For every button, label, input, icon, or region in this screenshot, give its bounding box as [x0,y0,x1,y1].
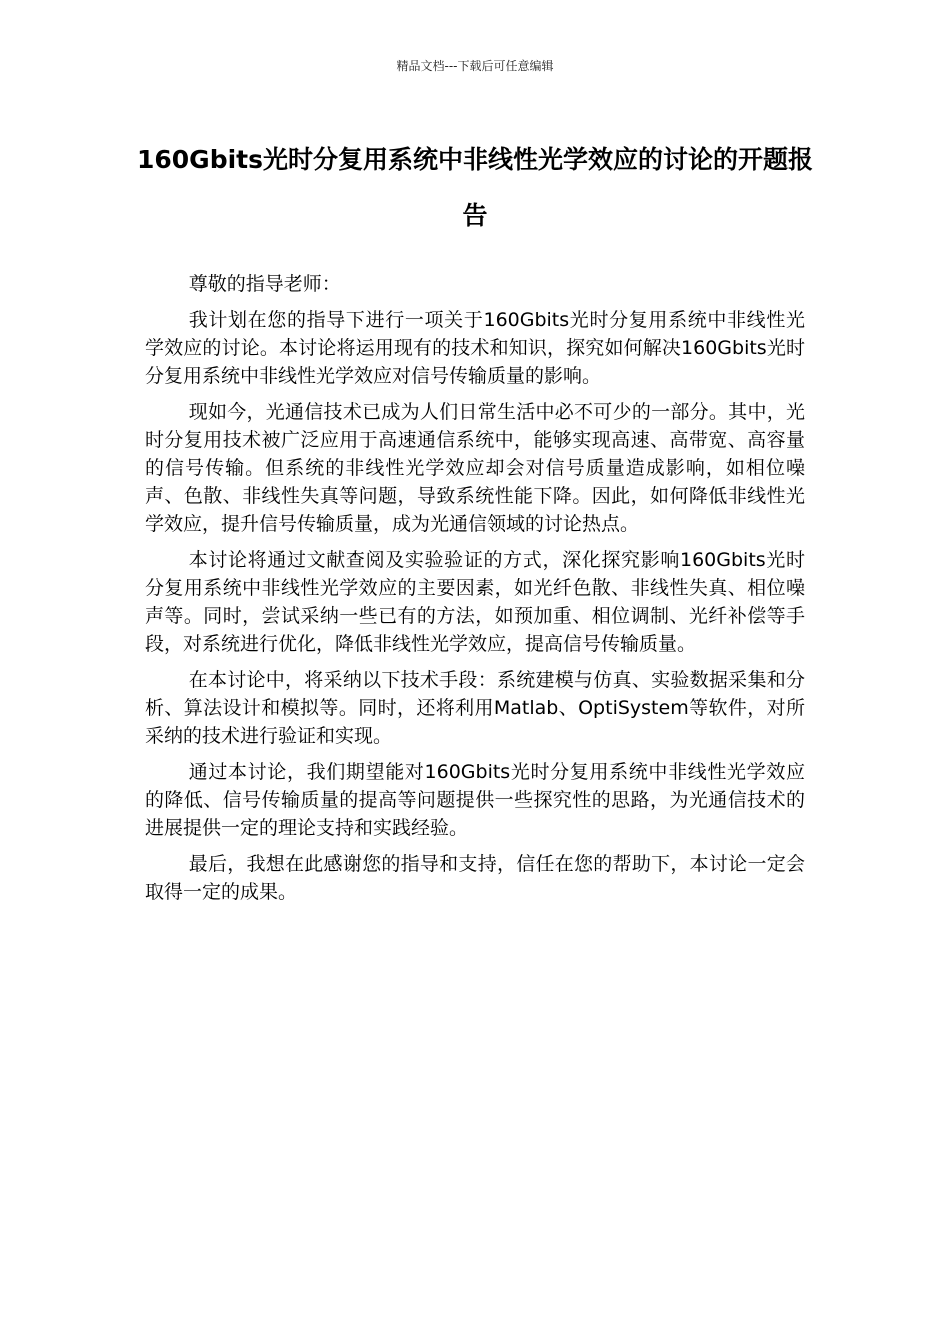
paragraph: 最后，我想在此感谢您的指导和支持，信任在您的帮助下，本讨论一定会取得一定的成果。 [145,853,805,903]
paragraph: 本讨论将通过文献查阅及实验验证的方式，深化探究影响160Gbits光时分复用系统中非线性光学效应的主要因素，如光纤色散、非线性失真、相位噪声等。同时，尝试采纳一些已有的方法，如预加重、相位调制、光纤补偿等手段，对系统进行优化，降低非线性光学效应，提高信号传输质量。 [145,549,805,655]
paragraph: 我计划在您的指导下进行一项关于160Gbits光时分复用系统中非线性光学效应的讨论。本讨论将运用现有的技术和知识，探究如何解决160Gbits光时分复用系统中非线性光学效应对信号传输质量的影响。 [145,309,805,387]
document-body [145,270,805,914]
header-note: 精品文档---下载后可任意编辑 [396,59,554,73]
paragraph: 通过本讨论，我们期望能对160Gbits光时分复用系统中非线性光学效应的降低、信号传输质量的提高等问题提供一些探究性的思路，为光通信技术的进展提供一定的理论支持和实践经验。 [145,761,805,839]
page-title: 160Gbits光时分复用系统中非线性光学效应的讨论的开题报告 [136,145,813,230]
paragraph: 现如今，光通信技术已成为人们日常生活中必不可少的一部分。其中，光时分复用技术被广泛应用于高速通信系统中，能够实现高速、高带宽、高容量的信号传输。但系统的非线性光学效应却会对信号质量造成影响，如相位噪声、色散、非线性失真等问题，导致系统性能下降。因此，如何降低非线性光学效应，提升信号传输质量，成为光通信领域的讨论热点。 [145,401,805,535]
paragraph: 在本讨论中，将采纳以下技术手段：系统建模与仿真、实验数据采集和分析、算法设计和模拟等。同时，还将利用Matlab、OptiSystem等软件，对所采纳的技术进行验证和实现。 [145,669,805,747]
salutation: 尊敬的指导老师： [188,273,341,295]
